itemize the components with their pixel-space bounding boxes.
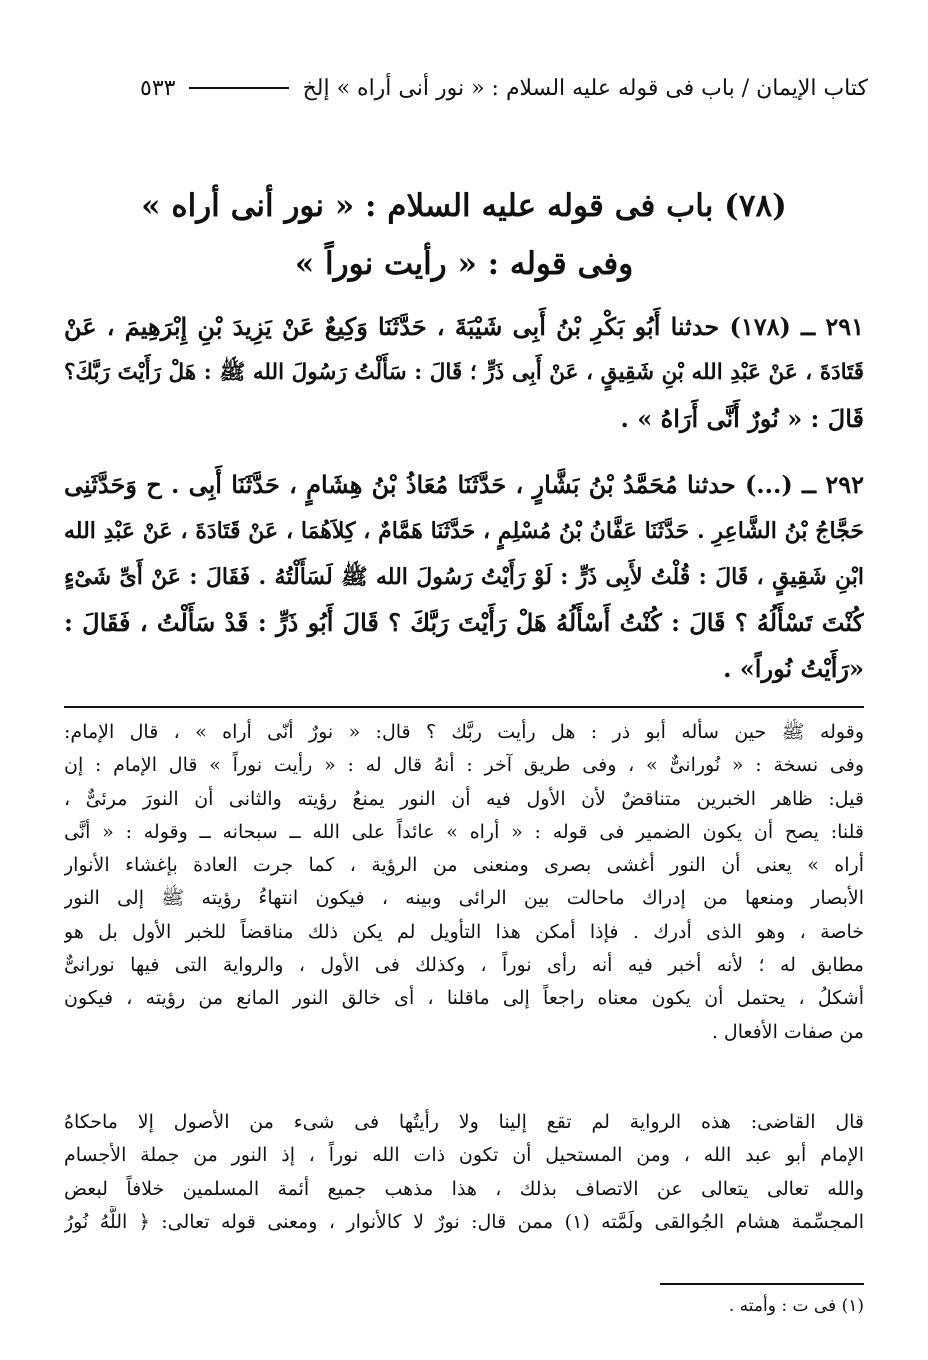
commentary-paragraph (64, 1106, 864, 1239)
hadith-292 (64, 462, 864, 692)
hadith-line: ٢٩١ ــ (١٧٨) حدثنا أَبُو بَكْرِ بْنُ أَبِى شَيْبَةَ ، حَدَّثَنَا وَكِيعٌ عَنْ يَزِيدَ بْنِ إِبْرَهِيمَ ، عَنْ (64, 312, 864, 341)
running-header (140, 68, 868, 108)
commentary-line: المجسِّمة هشام الجُوالقى ولَمَّته (١) ممن قال: نورٌ لا كالأنوار ، ومعنى قوله تعالى: ﴿ اللَّهُ نُورُ (64, 1210, 864, 1233)
commentary-line: مطابق له ؛ لأنه أخبر فيه أنه رأى نوراً ، وكذلك فى الأول ، والرواية التى فيها نورانىٌّ (64, 954, 864, 977)
hadith-line: ابْنِ شَقِيقٍ ، قَالَ : قُلْتُ لأَبِى ذَرٍّ : لَوْ رَأَيْتُ رَسُولَ الله ﷺ لَسَأَلْتُهُ . فَقَالَ : عَنْ أَىِّ شَىْءٍ (64, 564, 864, 590)
commentary-line: قلنا: يصح أن يكون الضمير فى قوله : « أراه » عائداً على الله ــ سبحانه ــ وقوله : « أنَّى (64, 820, 864, 843)
section-divider (64, 706, 864, 708)
commentary-line: من صفات الأفعال . (711, 1020, 864, 1043)
page-number: ٥٣٣ (140, 75, 176, 101)
commentary-paragraph (64, 716, 864, 1049)
hadith-line: حَجَّاجُ بْنُ الشَّاعِرِ . حَدَّثَنَا عَفَّانُ بْنُ مُسْلِمٍ ، حَدَّثَنَا هَمَّامٌ ، كِلاَهُمَا ، عَنْ قَتَادَةَ ، عَنْ عَبْدِ الله (64, 518, 864, 544)
commentary-line: قيل: ظاهر الخبرين متناقضٌ لأن الأول فيه أن النور يمنعُ رؤيته والثانى أن النورَ مرئىٌّ ، (64, 787, 864, 810)
chapter-subtitle: وفى قوله : « رأيت نوراً » (294, 246, 634, 282)
hadith-line: قَتَادَةَ ، عَنْ عَبْدِ الله بْنِ شَقِيقٍ ، عَنْ أَبِى ذَرٍّ ؛ قَالَ : سَأَلْتُ رَسُولَ الله ﷺ : هَلْ رَأَيْتَ رَبَّكَ؟ (64, 360, 864, 385)
commentary-line: أراه » يعنى أن النور أغشى بصرى ومنعنى من الرؤية ، كما جرت العادة بإغشاء الأنوار (64, 854, 864, 877)
commentary-line: وقوله ﷺ حين سأله أبو ذر : هل رأيت ربَّك ؟ قال: « نورٌ أنّى أراه » ، قال الإمام: (64, 721, 864, 743)
hadith-line: «رَأَيْتُ نُوراً» . (723, 654, 864, 683)
footnote-divider (660, 1283, 864, 1285)
hadith-291 (64, 304, 864, 442)
footnote: (١) فى ت : وأمته . (728, 1296, 864, 1316)
running-header-title: كتاب الإيمان / باب فى قوله عليه السلام : « نور أنى أراه » إلخ (302, 75, 868, 101)
commentary-line: وفى نسخة : « نُورانىٌّ » ، وفى طريق آخر : أنهُ قال له : « رأيت نوراً » قال الإمام : إن (64, 754, 864, 777)
chapter-title: (٧٨) باب فى قوله عليه السلام : « نور أنى أراه » (141, 188, 787, 224)
commentary-line: أشكلُ ، يحتمل أن يكون معناه راجعاً إلى ماقلنا ، أى خالق النور المانع من رؤيته ، فيكون (64, 987, 864, 1010)
commentary-line: قال القاضى: هذه الرواية لم تقع إلينا ولا رأيتُها فى شىء من الأصول إلا ماحكاهُ (64, 1111, 864, 1133)
commentary-line: خاصة ، وهو الذى أدرك . فإذا أمكن هذا التأويل لم يكن ذلك مناقضاً للخبر الأول بل هو (64, 920, 864, 943)
header-rule (189, 87, 288, 89)
commentary-line: والله تعالى يتعالى عن الاتصاف بذلك ، هذا مذهب جميع أئمة المسلمين خلافاً لبعض (64, 1177, 864, 1200)
hadith-line: قَالَ : « نُورٌ أَنَّى أَرَاهُ » . (620, 404, 864, 433)
commentary-line: الأبصار ومنعها من إدراك ماحالت بين الرائى وبينه ، فيكون انتهاءُ رؤيته ﷺ إلى النور (64, 887, 864, 910)
hadith-line: كُنْتَ تَسْأَلُهُ ؟ قَالَ : كُنْتُ أَسْأَلُهُ هَلْ رَأَيْتَ رَبَّكَ ؟ قَالَ أَبُو ذَرٍّ : قَدْ سَأَلْتُ ، فَقَالَ : (64, 608, 864, 637)
commentary-line: الإمام أبو عبد الله ، ومن المستحيل أن تكون ذات الله نوراً ، إذ النور من جملة الأجسام (64, 1144, 864, 1167)
hadith-line: ٢٩٢ ــ (...) حدثنا مُحَمَّدُ بْنُ بَشَّارٍ ، حَدَّثَنَا مُعَاذُ بْنُ هِشَامٍ ، حَدَّثَنَا أَبِى . ح وَحَدَّثَنِى (64, 470, 864, 499)
